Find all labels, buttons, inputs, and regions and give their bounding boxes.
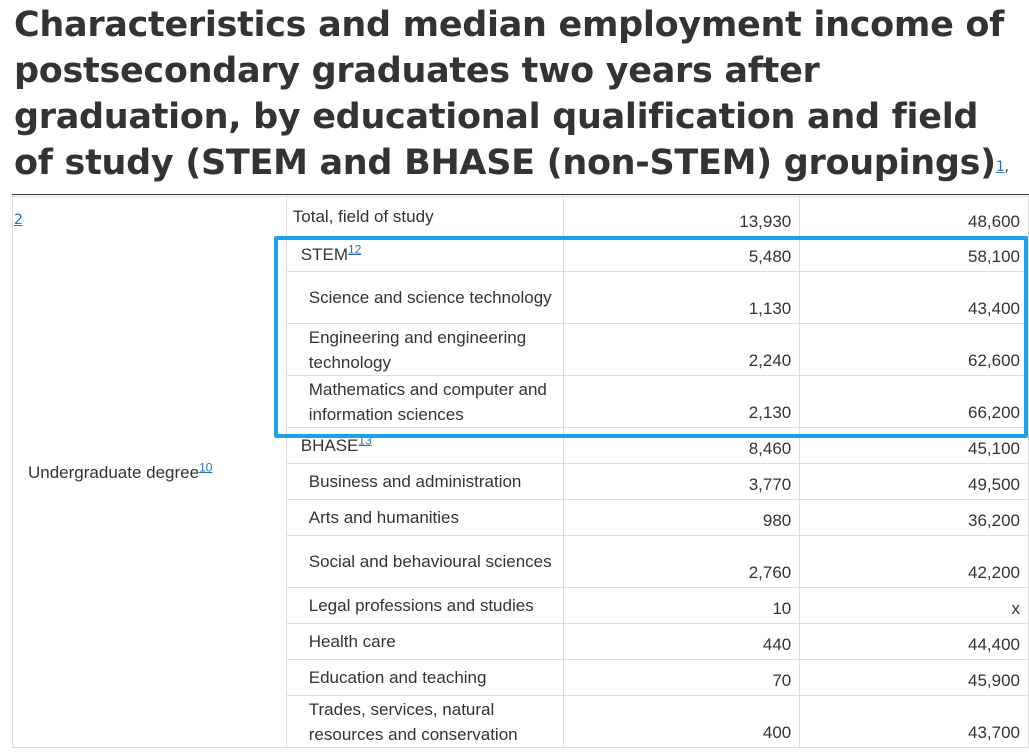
- table-row: [13, 197, 1029, 237]
- graduate-count: 2,130: [563, 376, 800, 428]
- row-header-label: Undergraduate degree: [28, 462, 200, 482]
- graduate-count: 5,480: [563, 237, 800, 272]
- field-label: Health care: [286, 624, 563, 660]
- field-label: Science and science technology: [286, 272, 563, 324]
- field-label: Legal professions and studies: [286, 588, 563, 624]
- median-income: 45,100: [800, 428, 1029, 464]
- bhase-footnote-link[interactable]: 13: [358, 433, 372, 448]
- graduate-count: 3,770: [563, 464, 800, 500]
- median-income: 43,700: [800, 696, 1029, 748]
- field-label: Education and teaching: [286, 660, 563, 696]
- median-income: 48,600: [800, 197, 1029, 237]
- graduate-count: 13,930: [563, 197, 800, 237]
- median-income: 43,400: [800, 272, 1029, 324]
- graduate-count: 1,130: [563, 272, 800, 324]
- median-income: 49,500: [800, 464, 1029, 500]
- field-label: Business and administration: [286, 464, 563, 500]
- page-title-text: Characteristics and median employment income of postsecondary graduates two years after graduation, by educational qualification and field of study (STEM and BHASE (non-STEM) groupings): [14, 5, 1005, 183]
- field-label: Mathematics and computer and information sciences: [286, 376, 563, 428]
- field-label: BHASE$^{13}$: [286, 428, 563, 464]
- field-label: STEM$^{12}$: [286, 237, 563, 272]
- field-label: Engineering and engineering technology: [286, 324, 563, 376]
- field-label: Social and behavioural sciences: [286, 536, 563, 588]
- graduate-count: 2,240: [563, 324, 800, 376]
- median-income: 42,200: [800, 536, 1029, 588]
- median-income: 36,200: [800, 500, 1029, 536]
- median-income: 44,400: [800, 624, 1029, 660]
- table-top-rule: [12, 194, 1029, 195]
- graduate-count: 400: [563, 696, 800, 748]
- data-table: [12, 196, 1029, 748]
- stem-footnote-link[interactable]: 12: [348, 241, 362, 256]
- title-footnote-separator: ,: [1004, 159, 1009, 175]
- field-label: Total, field of study: [286, 197, 563, 237]
- row-header-footnote-link[interactable]: 10: [199, 459, 213, 474]
- median-income: 62,600: [800, 324, 1029, 376]
- graduate-count: 440: [563, 624, 800, 660]
- title-footnote-1-link[interactable]: 1: [995, 159, 1005, 175]
- median-income: 45,900: [800, 660, 1029, 696]
- graduate-count: 8,460: [563, 428, 800, 464]
- graduate-count: 2,760: [563, 536, 800, 588]
- median-income: 58,100: [800, 237, 1029, 272]
- graduate-count: 980: [563, 500, 800, 536]
- field-label: Arts and humanities: [286, 500, 563, 536]
- field-label: Trades, services, natural resources and conservation: [286, 696, 563, 748]
- median-income: x: [800, 588, 1029, 624]
- graduate-count: 70: [563, 660, 800, 696]
- median-income: 66,200: [800, 376, 1029, 428]
- title-footnote-2-link[interactable]: 2: [14, 212, 23, 228]
- row-header-undergraduate-degree: [13, 197, 287, 748]
- graduate-count: 10: [563, 588, 800, 624]
